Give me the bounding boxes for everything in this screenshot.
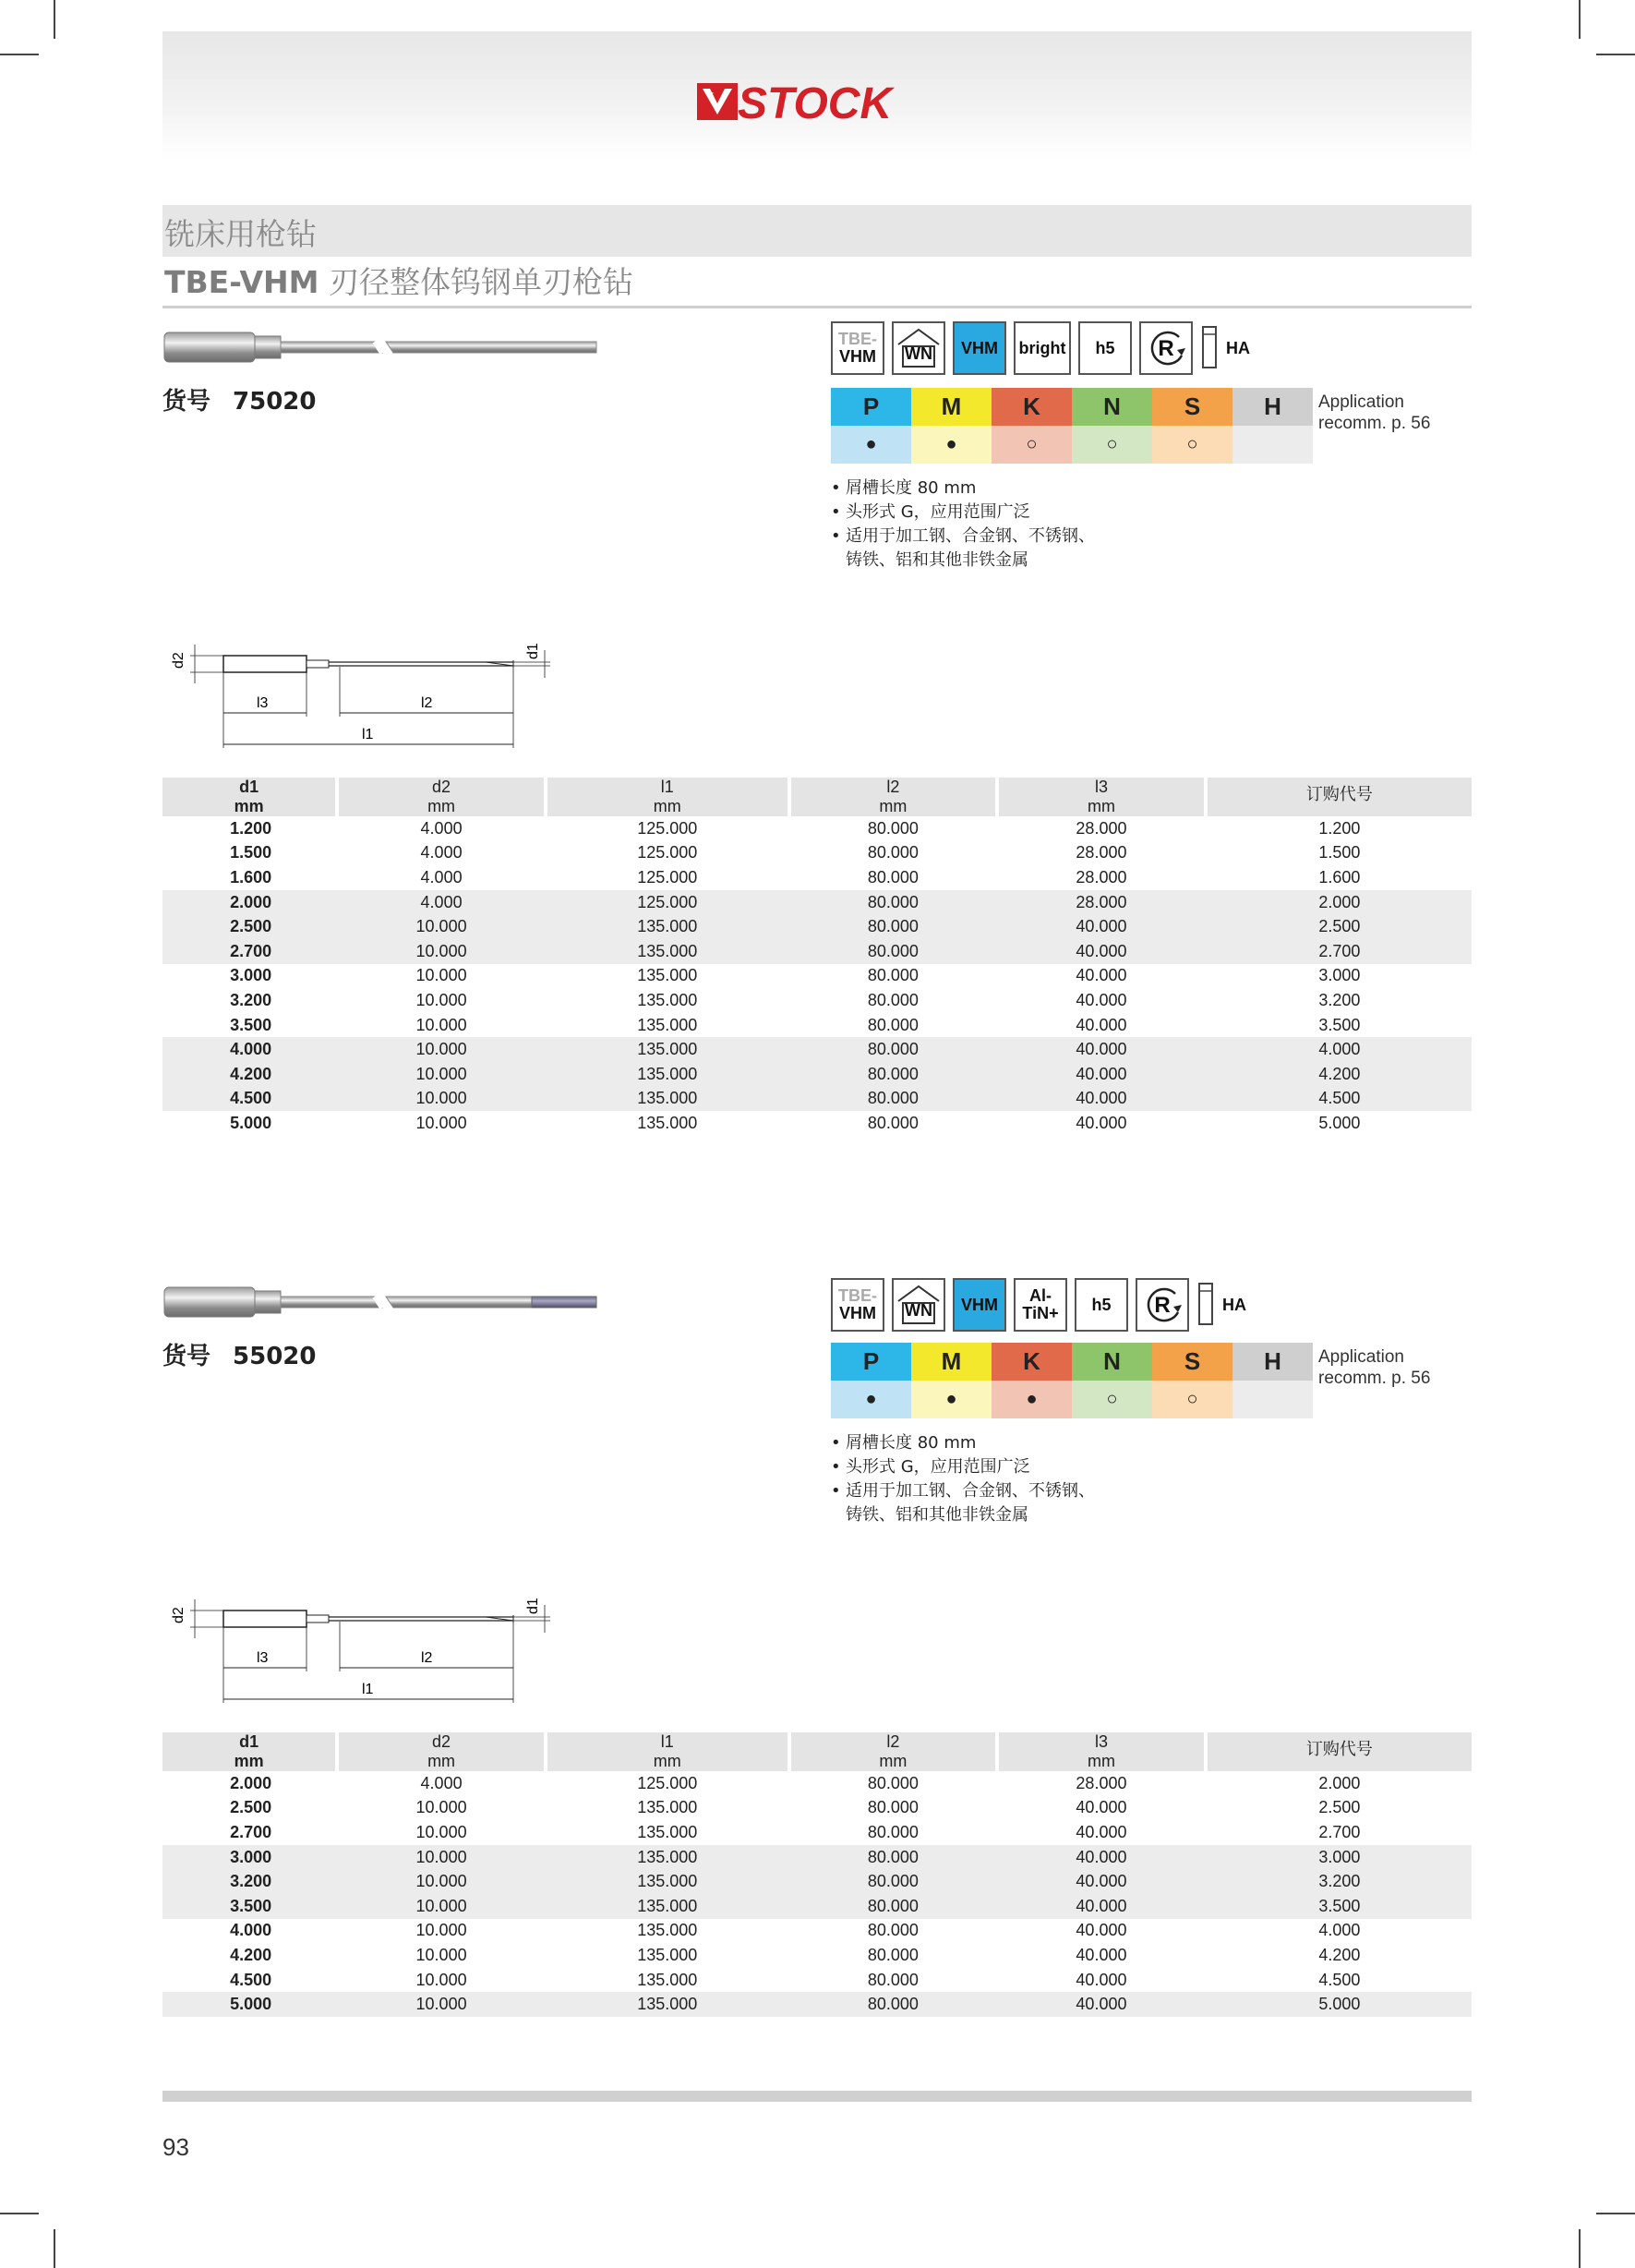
table-cell: 135.000 — [637, 1945, 698, 1964]
property-icons — [831, 1278, 1248, 1332]
table-cell: 4.200 — [230, 1945, 272, 1964]
material-n: N — [1072, 1343, 1152, 1381]
svg-text:l3: l3 — [257, 695, 269, 711]
table-cell: 10.000 — [335, 914, 544, 939]
table-cell: 4.000 — [162, 1037, 335, 1062]
table-cell: 4.500 — [230, 1970, 272, 1989]
table-cell: 10.000 — [335, 1992, 544, 2017]
dimension-drawing — [162, 1583, 569, 1731]
table-cell: 80.000 — [867, 867, 919, 887]
col-header-l2: l2 mm — [787, 1732, 996, 1771]
bright-finish-icon: bright — [1014, 321, 1071, 375]
title-divider — [162, 306, 1472, 308]
right-hand-rotation-icon: R — [1139, 321, 1193, 375]
table-cell: 5.000 — [1318, 1113, 1361, 1132]
feature-item: • 屑槽长度 80 mm — [831, 477, 1095, 501]
table-cell: 2.500 — [230, 1798, 272, 1817]
table-cell: 10.000 — [415, 1798, 467, 1817]
table-cell: 80.000 — [867, 843, 919, 863]
table-cell: 4.000 — [230, 1921, 272, 1940]
material-mark: ○ — [1072, 1381, 1152, 1418]
table-cell: 80.000 — [787, 890, 996, 915]
col-header-l1: l1 mm — [544, 778, 787, 816]
material-mark — [1232, 426, 1313, 464]
table-cell: 2.000 — [1204, 890, 1472, 915]
table-cell: 135.000 — [637, 1822, 698, 1841]
table-row — [162, 890, 1472, 915]
right-hand-rotation-icon: R — [1136, 1278, 1189, 1332]
table-cell: 3.500 — [1318, 1015, 1361, 1034]
table-cell: 40.000 — [995, 1869, 1204, 1894]
table-row — [162, 1087, 1472, 1112]
dimension-table — [162, 778, 1472, 1136]
table-cell: 10.000 — [335, 1062, 544, 1087]
table-cell: 125.000 — [544, 890, 787, 915]
table-cell: 28.000 — [1076, 843, 1127, 863]
table-cell: 80.000 — [867, 1773, 919, 1792]
feature-list — [831, 1431, 1095, 1527]
table-cell: 125.000 — [637, 867, 698, 887]
table-cell: 40.000 — [995, 1037, 1204, 1062]
table-cell: 135.000 — [637, 990, 698, 1009]
table-cell: 40.000 — [1076, 1970, 1127, 1989]
table-cell: 3.000 — [162, 1845, 335, 1870]
table-cell: 28.000 — [1076, 818, 1127, 838]
table-cell: 40.000 — [1076, 1945, 1127, 1964]
table-cell: 135.000 — [544, 1062, 787, 1087]
crop-mark — [1596, 2213, 1635, 2214]
table-cell: 4.000 — [420, 867, 463, 887]
table-row — [162, 1869, 1472, 1894]
table-cell: 125.000 — [637, 818, 698, 838]
table-cell: 28.000 — [1076, 1773, 1127, 1792]
brand-logo — [697, 78, 928, 124]
table-cell: 4.000 — [1204, 1037, 1472, 1062]
table-row — [162, 841, 1472, 866]
table-cell: 10.000 — [335, 939, 544, 964]
crop-mark — [1579, 0, 1581, 39]
table-cell: 125.000 — [637, 843, 698, 863]
table-cell: 5.000 — [162, 1992, 335, 2017]
material-mark: ● — [831, 1381, 911, 1418]
table-cell: 3.200 — [1318, 990, 1361, 1009]
table-cell: 28.000 — [1076, 867, 1127, 887]
table-cell: 135.000 — [544, 939, 787, 964]
material-mark: ● — [911, 426, 992, 464]
material-k: K — [992, 1343, 1072, 1381]
table-cell: 80.000 — [867, 1113, 919, 1132]
material-s: S — [1152, 388, 1232, 426]
material-p: P — [831, 388, 911, 426]
col-header-d2: d2 mm — [335, 778, 544, 816]
feature-item: • 适用于加工钢、合金钢、不锈钢、 铸铁、铝和其他非铁金属 — [831, 1479, 1095, 1527]
table-cell: 40.000 — [1076, 1822, 1127, 1841]
dimension-drawing — [162, 628, 569, 776]
table-cell: 3.500 — [162, 1894, 335, 1919]
product-code: TBE-VHM — [164, 264, 319, 300]
svg-text:d1: d1 — [525, 643, 541, 659]
table-cell: 10.000 — [415, 1015, 467, 1034]
table-row — [162, 1771, 1472, 1796]
table-row — [162, 1062, 1472, 1087]
table-cell: 80.000 — [787, 1992, 996, 2017]
table-cell: 10.000 — [415, 1945, 467, 1964]
crop-mark — [54, 2229, 55, 2268]
product-title — [164, 259, 633, 302]
property-icons — [831, 321, 1252, 375]
table-cell: 4.200 — [1318, 1945, 1361, 1964]
feature-item: • 适用于加工钢、合金钢、不锈钢、 铸铁、铝和其他非铁金属 — [831, 525, 1095, 573]
table-cell: 80.000 — [867, 818, 919, 838]
material-mark: ○ — [1152, 1381, 1232, 1418]
table-cell: 80.000 — [867, 966, 919, 985]
svg-text:l1: l1 — [362, 1682, 374, 1697]
table-cell: 4.000 — [420, 818, 463, 838]
altin-coating-icon: Al- TiN+ — [1014, 1278, 1067, 1332]
application-note: Application recomm. p. 56 — [1318, 1347, 1431, 1388]
table-cell: 135.000 — [637, 1921, 698, 1940]
tbe-vhm-icon: TBE- VHM — [831, 321, 884, 375]
table-cell: 2.500 — [162, 914, 335, 939]
table-cell: 10.000 — [415, 1921, 467, 1940]
table-cell: 10.000 — [335, 1037, 544, 1062]
table-cell: 40.000 — [995, 1087, 1204, 1112]
table-cell: 3.200 — [1204, 1869, 1472, 1894]
table-cell: 135.000 — [544, 1992, 787, 2017]
table-row — [162, 865, 1472, 890]
item-number: 75020 — [233, 388, 317, 416]
item-number: 55020 — [233, 1343, 317, 1370]
table-cell: 135.000 — [637, 966, 698, 985]
material-grid — [831, 388, 1313, 464]
table-cell: 1.500 — [230, 843, 272, 863]
table-cell: 4.000 — [420, 843, 463, 863]
feature-item: • 头形式 G，应用范围广泛 — [831, 501, 1095, 525]
table-cell: 4.500 — [1204, 1087, 1472, 1112]
table-cell: 40.000 — [995, 1845, 1204, 1870]
table-cell: 3.000 — [1204, 1845, 1472, 1870]
tbe-vhm-icon: TBE- VHM — [831, 1278, 884, 1332]
table-cell: 4.200 — [162, 1062, 335, 1087]
table-cell: 4.500 — [162, 1087, 335, 1112]
table-cell: 10.000 — [415, 1113, 467, 1132]
table-cell: 40.000 — [1076, 1921, 1127, 1940]
footer-band — [162, 2091, 1472, 2102]
table-cell: 2.700 — [1318, 1822, 1361, 1841]
vhm-icon: VHM — [953, 321, 1006, 375]
title-band — [162, 205, 1472, 257]
table-cell: 10.000 — [415, 1970, 467, 1989]
table-row — [162, 1992, 1472, 2017]
vhm-icon: VHM — [953, 1278, 1006, 1332]
table-cell: 3.500 — [230, 1015, 272, 1034]
table-cell: 4.200 — [1204, 1062, 1472, 1087]
category-title: 铣床用枪钻 — [164, 216, 317, 252]
table-cell: 40.000 — [1076, 1113, 1127, 1132]
table-row — [162, 1894, 1472, 1919]
table-cell: 10.000 — [335, 1845, 544, 1870]
table-cell: 3.200 — [162, 1869, 335, 1894]
gun-drill-coated-image — [162, 1284, 601, 1321]
crop-mark — [0, 54, 39, 55]
feature-item: • 头形式 G，应用范围广泛 — [831, 1455, 1095, 1479]
table-cell: 135.000 — [544, 914, 787, 939]
material-mark: ● — [992, 1381, 1072, 1418]
material-m: M — [911, 388, 992, 426]
table-cell: 80.000 — [867, 1822, 919, 1841]
table-cell: 3.200 — [230, 990, 272, 1009]
col-header-l3: l3 mm — [995, 778, 1204, 816]
table-cell: 1.200 — [1318, 818, 1361, 838]
material-h: H — [1232, 388, 1313, 426]
svg-text:l1: l1 — [362, 727, 374, 742]
crop-mark — [1579, 2229, 1581, 2268]
item-number-label: 货号 55020 — [162, 1343, 317, 1370]
table-cell: 28.000 — [995, 890, 1204, 915]
table-cell: 5.000 — [230, 1113, 272, 1132]
table-row — [162, 939, 1472, 964]
table-cell: 3.500 — [1204, 1894, 1472, 1919]
material-k: K — [992, 388, 1072, 426]
material-h: H — [1232, 1343, 1313, 1381]
feature-list — [831, 477, 1095, 573]
table-cell: 2.700 — [162, 939, 335, 964]
table-row — [162, 1013, 1472, 1038]
gun-drill-image — [162, 329, 601, 366]
table-cell: 40.000 — [995, 914, 1204, 939]
table-cell: 10.000 — [415, 1822, 467, 1841]
table-cell: 80.000 — [787, 1845, 996, 1870]
table-cell: 1.600 — [230, 867, 272, 887]
table-cell: 3.000 — [230, 966, 272, 985]
table-cell: 80.000 — [787, 1894, 996, 1919]
table-tail-shade — [162, 2009, 1472, 2080]
svg-text:d1: d1 — [525, 1598, 541, 1614]
h5-tolerance-icon: h5 — [1075, 1278, 1128, 1332]
table-cell: 135.000 — [544, 1087, 787, 1112]
table-cell: 2.500 — [1318, 1798, 1361, 1817]
table-cell: 135.000 — [637, 1970, 698, 1989]
table-row — [162, 1796, 1472, 1821]
page-number: 93 — [162, 2133, 189, 2161]
ha-shank-icon: HA — [1196, 1278, 1248, 1332]
table-cell: 4.000 — [420, 1773, 463, 1792]
table-cell: 10.000 — [415, 966, 467, 985]
table-cell: 135.000 — [544, 1894, 787, 1919]
table-cell: 80.000 — [787, 1087, 996, 1112]
table-cell: 80.000 — [867, 1921, 919, 1940]
feature-item: • 屑槽长度 80 mm — [831, 1431, 1095, 1455]
table-cell: 80.000 — [867, 1945, 919, 1964]
table-cell: 80.000 — [787, 1037, 996, 1062]
table-cell: 40.000 — [995, 939, 1204, 964]
material-s: S — [1152, 1343, 1232, 1381]
table-cell: 1.500 — [1318, 843, 1361, 863]
crop-mark — [54, 0, 55, 39]
h5-tolerance-icon: h5 — [1078, 321, 1132, 375]
material-mark: ○ — [1152, 426, 1232, 464]
table-cell: 135.000 — [637, 1015, 698, 1034]
ha-shank-icon: HA — [1200, 321, 1252, 375]
table-cell: 2.000 — [1318, 1773, 1361, 1792]
table-row — [162, 1943, 1472, 1968]
table-cell: 80.000 — [787, 1869, 996, 1894]
table-cell: 40.000 — [1076, 990, 1127, 1009]
table-cell: 80.000 — [787, 914, 996, 939]
material-mark: ○ — [992, 426, 1072, 464]
col-header-d1: d1 mm — [162, 778, 335, 816]
table-row — [162, 1919, 1472, 1944]
col-header-order-code: 订购代号 — [1204, 778, 1472, 816]
table-cell: 135.000 — [544, 1845, 787, 1870]
crop-mark — [0, 2213, 39, 2214]
table-cell: 135.000 — [544, 1869, 787, 1894]
col-header-l3: l3 mm — [995, 1732, 1204, 1771]
table-cell: 3.000 — [1318, 966, 1361, 985]
material-m: M — [911, 1343, 992, 1381]
table-cell: 40.000 — [995, 1992, 1204, 2017]
col-header-order-code: 订购代号 — [1204, 1732, 1472, 1771]
table-cell: 10.000 — [415, 990, 467, 1009]
table-cell: 80.000 — [787, 1062, 996, 1087]
col-header-d1: d1 mm — [162, 1732, 335, 1771]
table-row — [162, 1968, 1472, 1993]
table-row — [162, 964, 1472, 989]
table-cell: 1.600 — [1318, 867, 1361, 887]
material-mark: ● — [911, 1381, 992, 1418]
wn-house-icon: WN — [892, 321, 945, 375]
table-cell: 2.700 — [230, 1822, 272, 1841]
wn-house-icon: WN — [892, 1278, 945, 1332]
table-cell: 40.000 — [995, 1062, 1204, 1087]
table-cell: 10.000 — [335, 1894, 544, 1919]
table-cell: 2.700 — [1204, 939, 1472, 964]
table-cell: 135.000 — [544, 1037, 787, 1062]
table-cell: 40.000 — [1076, 1015, 1127, 1034]
col-header-l1: l1 mm — [544, 1732, 787, 1771]
item-number-label: 货号 75020 — [162, 388, 317, 416]
table-cell: 80.000 — [787, 939, 996, 964]
table-cell: 135.000 — [637, 1113, 698, 1132]
table-cell: 80.000 — [867, 990, 919, 1009]
table-row — [162, 988, 1472, 1013]
table-row — [162, 1820, 1472, 1845]
table-cell: 10.000 — [335, 1869, 544, 1894]
table-cell: 4.000 — [335, 890, 544, 915]
crop-mark — [1596, 54, 1635, 55]
table-cell: 80.000 — [867, 1015, 919, 1034]
table-cell: 40.000 — [1076, 1798, 1127, 1817]
col-header-l2: l2 mm — [787, 778, 996, 816]
table-cell: 135.000 — [637, 1798, 698, 1817]
svg-text:l3: l3 — [257, 1650, 269, 1666]
material-mark: ○ — [1072, 426, 1152, 464]
svg-text:d2: d2 — [171, 1607, 186, 1623]
table-cell: 5.000 — [1204, 1992, 1472, 2017]
table-cell: 2.500 — [1204, 914, 1472, 939]
material-mark — [1232, 1381, 1313, 1418]
svg-text:d2: d2 — [171, 652, 186, 669]
brand-wordmark: STOCK — [738, 79, 893, 124]
table-row — [162, 1111, 1472, 1136]
table-cell: 80.000 — [867, 1970, 919, 1989]
table-row — [162, 914, 1472, 939]
table-cell: 40.000 — [1076, 966, 1127, 985]
table-cell: 2.000 — [230, 1773, 272, 1792]
table-row — [162, 1845, 1472, 1870]
material-grid — [831, 1343, 1313, 1418]
material-mark: ● — [831, 426, 911, 464]
table-cell: 125.000 — [637, 1773, 698, 1792]
table-cell: 40.000 — [995, 1894, 1204, 1919]
table-cell: 1.200 — [230, 818, 272, 838]
material-p: P — [831, 1343, 911, 1381]
svg-text:l2: l2 — [421, 695, 433, 711]
table-row — [162, 1037, 1472, 1062]
material-n: N — [1072, 388, 1152, 426]
table-cell: 2.000 — [162, 890, 335, 915]
application-note: Application recomm. p. 56 — [1318, 392, 1431, 433]
table-cell: 4.500 — [1318, 1970, 1361, 1989]
table-cell: 10.000 — [335, 1087, 544, 1112]
dimension-table — [162, 1732, 1472, 2017]
product-desc: 刃径整体钨钢单刃枪钻 — [329, 264, 633, 300]
svg-text:l2: l2 — [421, 1650, 433, 1666]
table-cell: 4.000 — [1318, 1921, 1361, 1940]
col-header-d2: d2 mm — [335, 1732, 544, 1771]
table-cell: 80.000 — [867, 1798, 919, 1817]
table-row — [162, 816, 1472, 841]
